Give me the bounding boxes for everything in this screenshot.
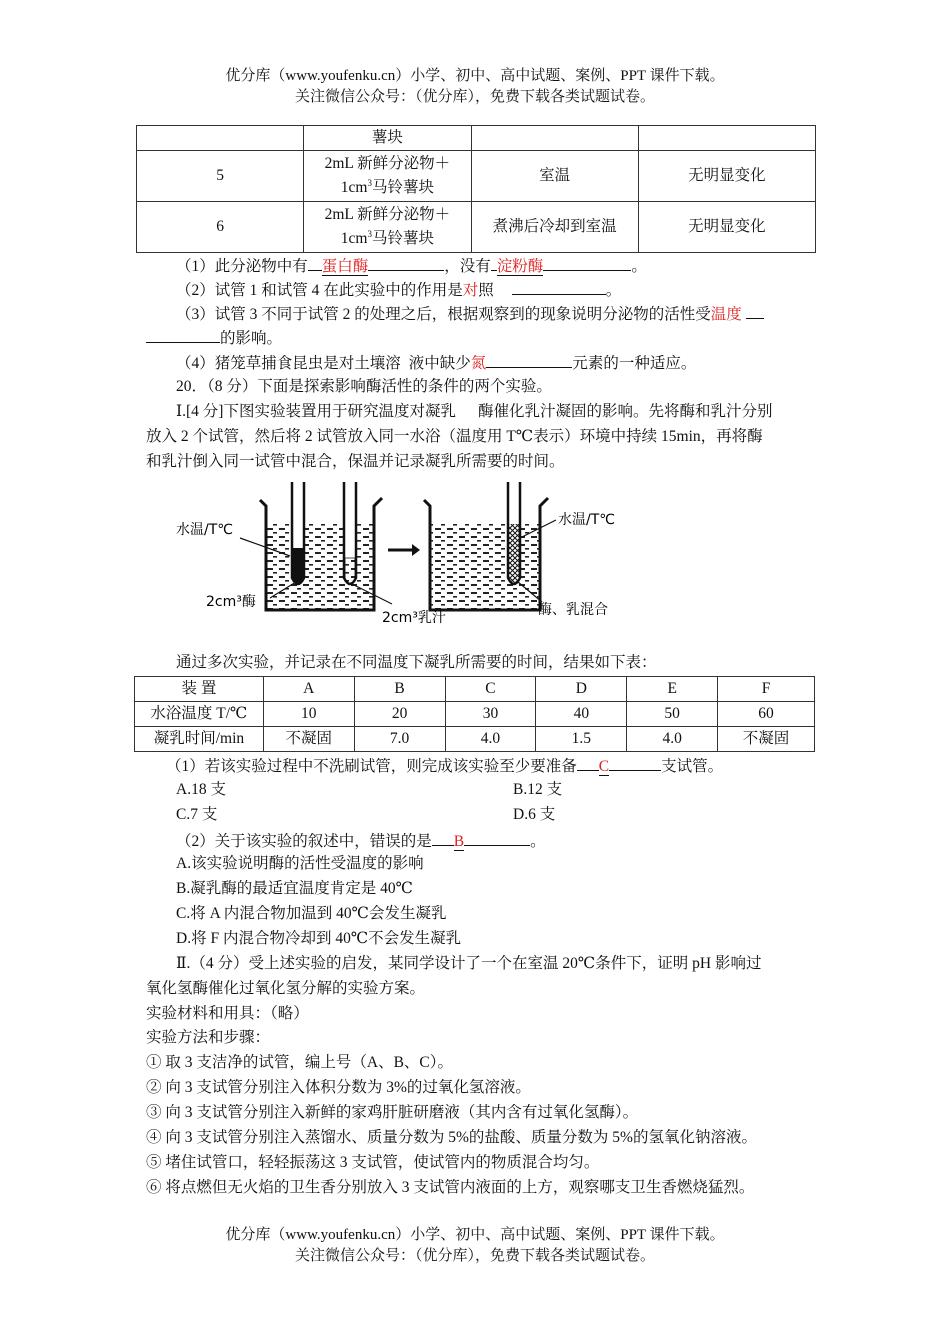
- table-cell: 凝乳时间/min: [135, 727, 264, 752]
- table-cell: 4.0: [627, 727, 718, 752]
- step-5: ⑤ 堵住试管口，轻轻振荡这 3 支试管，使试管内的物质混合均匀。: [146, 1154, 600, 1171]
- cell-text: 马铃薯块: [371, 230, 434, 247]
- sub2-option-c: C.将 A 内混合物加温到 40℃会发生凝乳: [176, 905, 447, 922]
- q20-part1-line2: 放入 2 个试管，然后将 2 试管放入同一水浴（温度用 T℃表示）环境中持续 15min，再将酶: [146, 428, 763, 445]
- text: 照: [478, 282, 494, 299]
- q19-part3-cont: [146, 326, 282, 350]
- q19-part2: [176, 278, 621, 302]
- page-header-line2: 关注微信公众号：（优分库），免费下载各类试题试卷。: [294, 89, 655, 105]
- table-cell: 30: [445, 702, 536, 727]
- table-cell: A: [263, 677, 354, 702]
- mixed-liquid: [509, 524, 519, 583]
- sub2-option-b: B.凝乳酶的最适宜温度肯定是 40℃: [176, 880, 413, 897]
- table-cell: 7.0: [354, 727, 445, 752]
- text: 凝乳: [424, 403, 456, 420]
- text: 酶催化乳汁凝固的影响。先将酶和乳汁分别: [477, 403, 773, 420]
- text: （1）此分泌物中有: [176, 258, 308, 275]
- table-cell: 薯块: [304, 126, 471, 151]
- table-row: [137, 151, 816, 202]
- cell-sup: 3: [367, 228, 372, 239]
- text: （3）试管 3 不同于试管 2 的处理之后，根据观察到的现象说明分泌物的活性受: [176, 306, 711, 323]
- q20-part2-line1: Ⅱ.（4 分）受上述实验的启发，某同学设计了一个在室温 20℃条件下，证明 pH 影响过: [176, 955, 762, 972]
- cell-line: 2mL 新鲜分泌物＋: [324, 206, 451, 223]
- q20-title: 20．（8 分）下面是探索影响酶活性的条件的两个实验。: [176, 378, 552, 395]
- step-4: ④ 向 3 支试管分别注入蒸馏水、质量分数为 5%的盐酸、质量分数为 5%的氢氧化钠溶液。: [146, 1129, 757, 1146]
- label-milk: 2cm³乳汁: [382, 610, 446, 626]
- table-row: [135, 702, 815, 727]
- table-cell: 5: [137, 151, 304, 202]
- table-row: [135, 677, 815, 702]
- table-cell: 20: [354, 702, 445, 727]
- text: 土壤溶: [354, 355, 401, 372]
- text: 的影响。: [220, 330, 283, 347]
- label-water-temp-left: 水温/T℃: [176, 522, 233, 538]
- cell-line: [304, 227, 470, 251]
- answer-text: B: [453, 833, 465, 850]
- answer-text: 氮: [470, 355, 487, 372]
- beaker-left: [260, 482, 382, 610]
- label-water-temp-right: 水温/T℃: [558, 512, 615, 528]
- q20-part1-line3: 和乳汁倒入同一试管中混合，保温并记录凝乳所需要的时间。: [146, 453, 565, 470]
- table-cell: 煮沸后冷却到室温: [471, 202, 638, 253]
- table-cell: 无明显变化: [638, 202, 815, 253]
- option-b: B.12 支: [513, 781, 563, 798]
- materials: 实验材料和用具：（略）: [146, 1005, 309, 1022]
- q19-part4: [176, 351, 696, 375]
- table-cell: C: [445, 677, 536, 702]
- sub2-option-a: A.该实验说明酶的活性受温度的影响: [176, 855, 424, 872]
- q20-part2-line2: 氧化氢酶催化过氧化氢分解的实验方案。: [146, 980, 426, 997]
- table-cell: 室温: [471, 151, 638, 202]
- steps-title: 实验方法和步骤：: [146, 1029, 271, 1046]
- table-row: [137, 202, 816, 253]
- cell-line: [304, 176, 470, 200]
- table-cell: 装 置: [135, 677, 264, 702]
- experiment-figure: [170, 478, 650, 628]
- cell-line: 2mL 新鲜分泌物＋: [324, 155, 451, 172]
- step-1: ① 取 3 支洁净的试管，编上号（A、B、C）。: [146, 1054, 453, 1071]
- text: 。: [631, 258, 647, 275]
- water-bath: [266, 523, 374, 610]
- q20-part1-line1: [176, 401, 772, 423]
- table-cell: D: [536, 677, 627, 702]
- page-header-line1: 优分库（www.youfenku.cn）小学、初中、高中试题、案例、PPT 课件下载。: [225, 68, 725, 84]
- text: 元素的一种适应。: [572, 355, 697, 372]
- text: 液中缺少: [408, 355, 471, 372]
- cell-sup: 3: [367, 177, 372, 188]
- option-a: A.18 支: [176, 781, 226, 798]
- text: （2）关于该实验的叙述中，错误的是: [176, 833, 432, 850]
- cell-text: 1cm: [340, 179, 368, 196]
- text: （1）若该实验过程中不洗刷试管，则完成该实验至少要准备: [166, 758, 577, 775]
- text: ，没有: [444, 258, 491, 275]
- table-cell: E: [627, 677, 718, 702]
- q19-part1: [176, 254, 647, 278]
- table-cell: 不凝固: [718, 727, 815, 752]
- q20-sub1: [166, 754, 723, 778]
- table-cell: 50: [627, 702, 718, 727]
- option-d: D.6 支: [513, 806, 556, 823]
- text: （4）猪笼草捕食昆虫是对: [176, 355, 355, 372]
- text: 。: [530, 833, 546, 850]
- arrow-icon: [388, 544, 420, 556]
- answer-text: 对: [462, 282, 479, 299]
- q19-part3: [176, 302, 764, 326]
- cell-text: 马铃薯块: [371, 179, 434, 196]
- step-2: ② 向 3 支试管分别注入体积分数为 3%的过氧化氢溶液。: [146, 1079, 531, 1096]
- table-cell: 不凝固: [263, 727, 354, 752]
- milk-liquid: [345, 558, 355, 583]
- table-cell: 10: [263, 702, 354, 727]
- label-mixture: 酶、乳混合: [538, 602, 608, 618]
- table-row: [135, 727, 815, 752]
- table-cell: 4.0: [445, 727, 536, 752]
- text: Ⅰ.[4 分]下图实验装置用于研究温度对: [176, 403, 425, 420]
- table-cell: [304, 151, 471, 202]
- table-cell: 无明显变化: [638, 151, 815, 202]
- page-footer-line1: 优分库（www.youfenku.cn）小学、初中、高中试题、案例、PPT 课件下载。: [225, 1227, 725, 1243]
- table-cell: 40: [536, 702, 627, 727]
- step-3: ③ 向 3 支试管分别注入新鲜的家鸡肝脏研磨液（其内含有过氧化氢酶）。: [146, 1104, 639, 1121]
- answer-text: 温度: [710, 306, 742, 323]
- table-coagulation-results: [134, 676, 815, 752]
- answer-text: 蛋白酶: [321, 258, 369, 275]
- label-enzyme: 2cm³酶: [206, 594, 256, 610]
- table-cell: B: [354, 677, 445, 702]
- text: 。: [605, 282, 622, 299]
- page-footer-line2: 关注微信公众号：（优分库），免费下载各类试题试卷。: [294, 1248, 655, 1264]
- table-cell: 1.5: [536, 727, 627, 752]
- table-potato-experiment: [136, 125, 816, 253]
- option-c: C.7 支: [176, 806, 218, 823]
- table-cell: 6: [137, 202, 304, 253]
- answer-text: C: [598, 758, 610, 775]
- table-cell: [304, 202, 471, 253]
- cell-text: 1cm: [340, 230, 368, 247]
- step-6: ⑥ 将点燃但无火焰的卫生香分别放入 3 支试管内液面的上方，观察哪支卫生香燃烧猛烈。: [146, 1179, 755, 1196]
- q20-sub2: [176, 829, 546, 853]
- table-cell: 水浴温度 T/℃: [135, 702, 264, 727]
- answer-text: 淀粉酶: [496, 258, 544, 275]
- text: 支试管。: [661, 758, 724, 775]
- text: （2）试管 1 和试管 4 在此实验中的作用是: [176, 282, 463, 299]
- sub2-option-d: D.将 F 内混合物冷却到 40℃不会发生凝乳: [176, 930, 462, 947]
- table-intro: 通过多次实验，并记录在不同温度下凝乳所需要的时间，结果如下表：: [176, 654, 657, 671]
- enzyme-liquid: [293, 548, 303, 583]
- table-cell: 60: [718, 702, 815, 727]
- table-cell: F: [718, 677, 815, 702]
